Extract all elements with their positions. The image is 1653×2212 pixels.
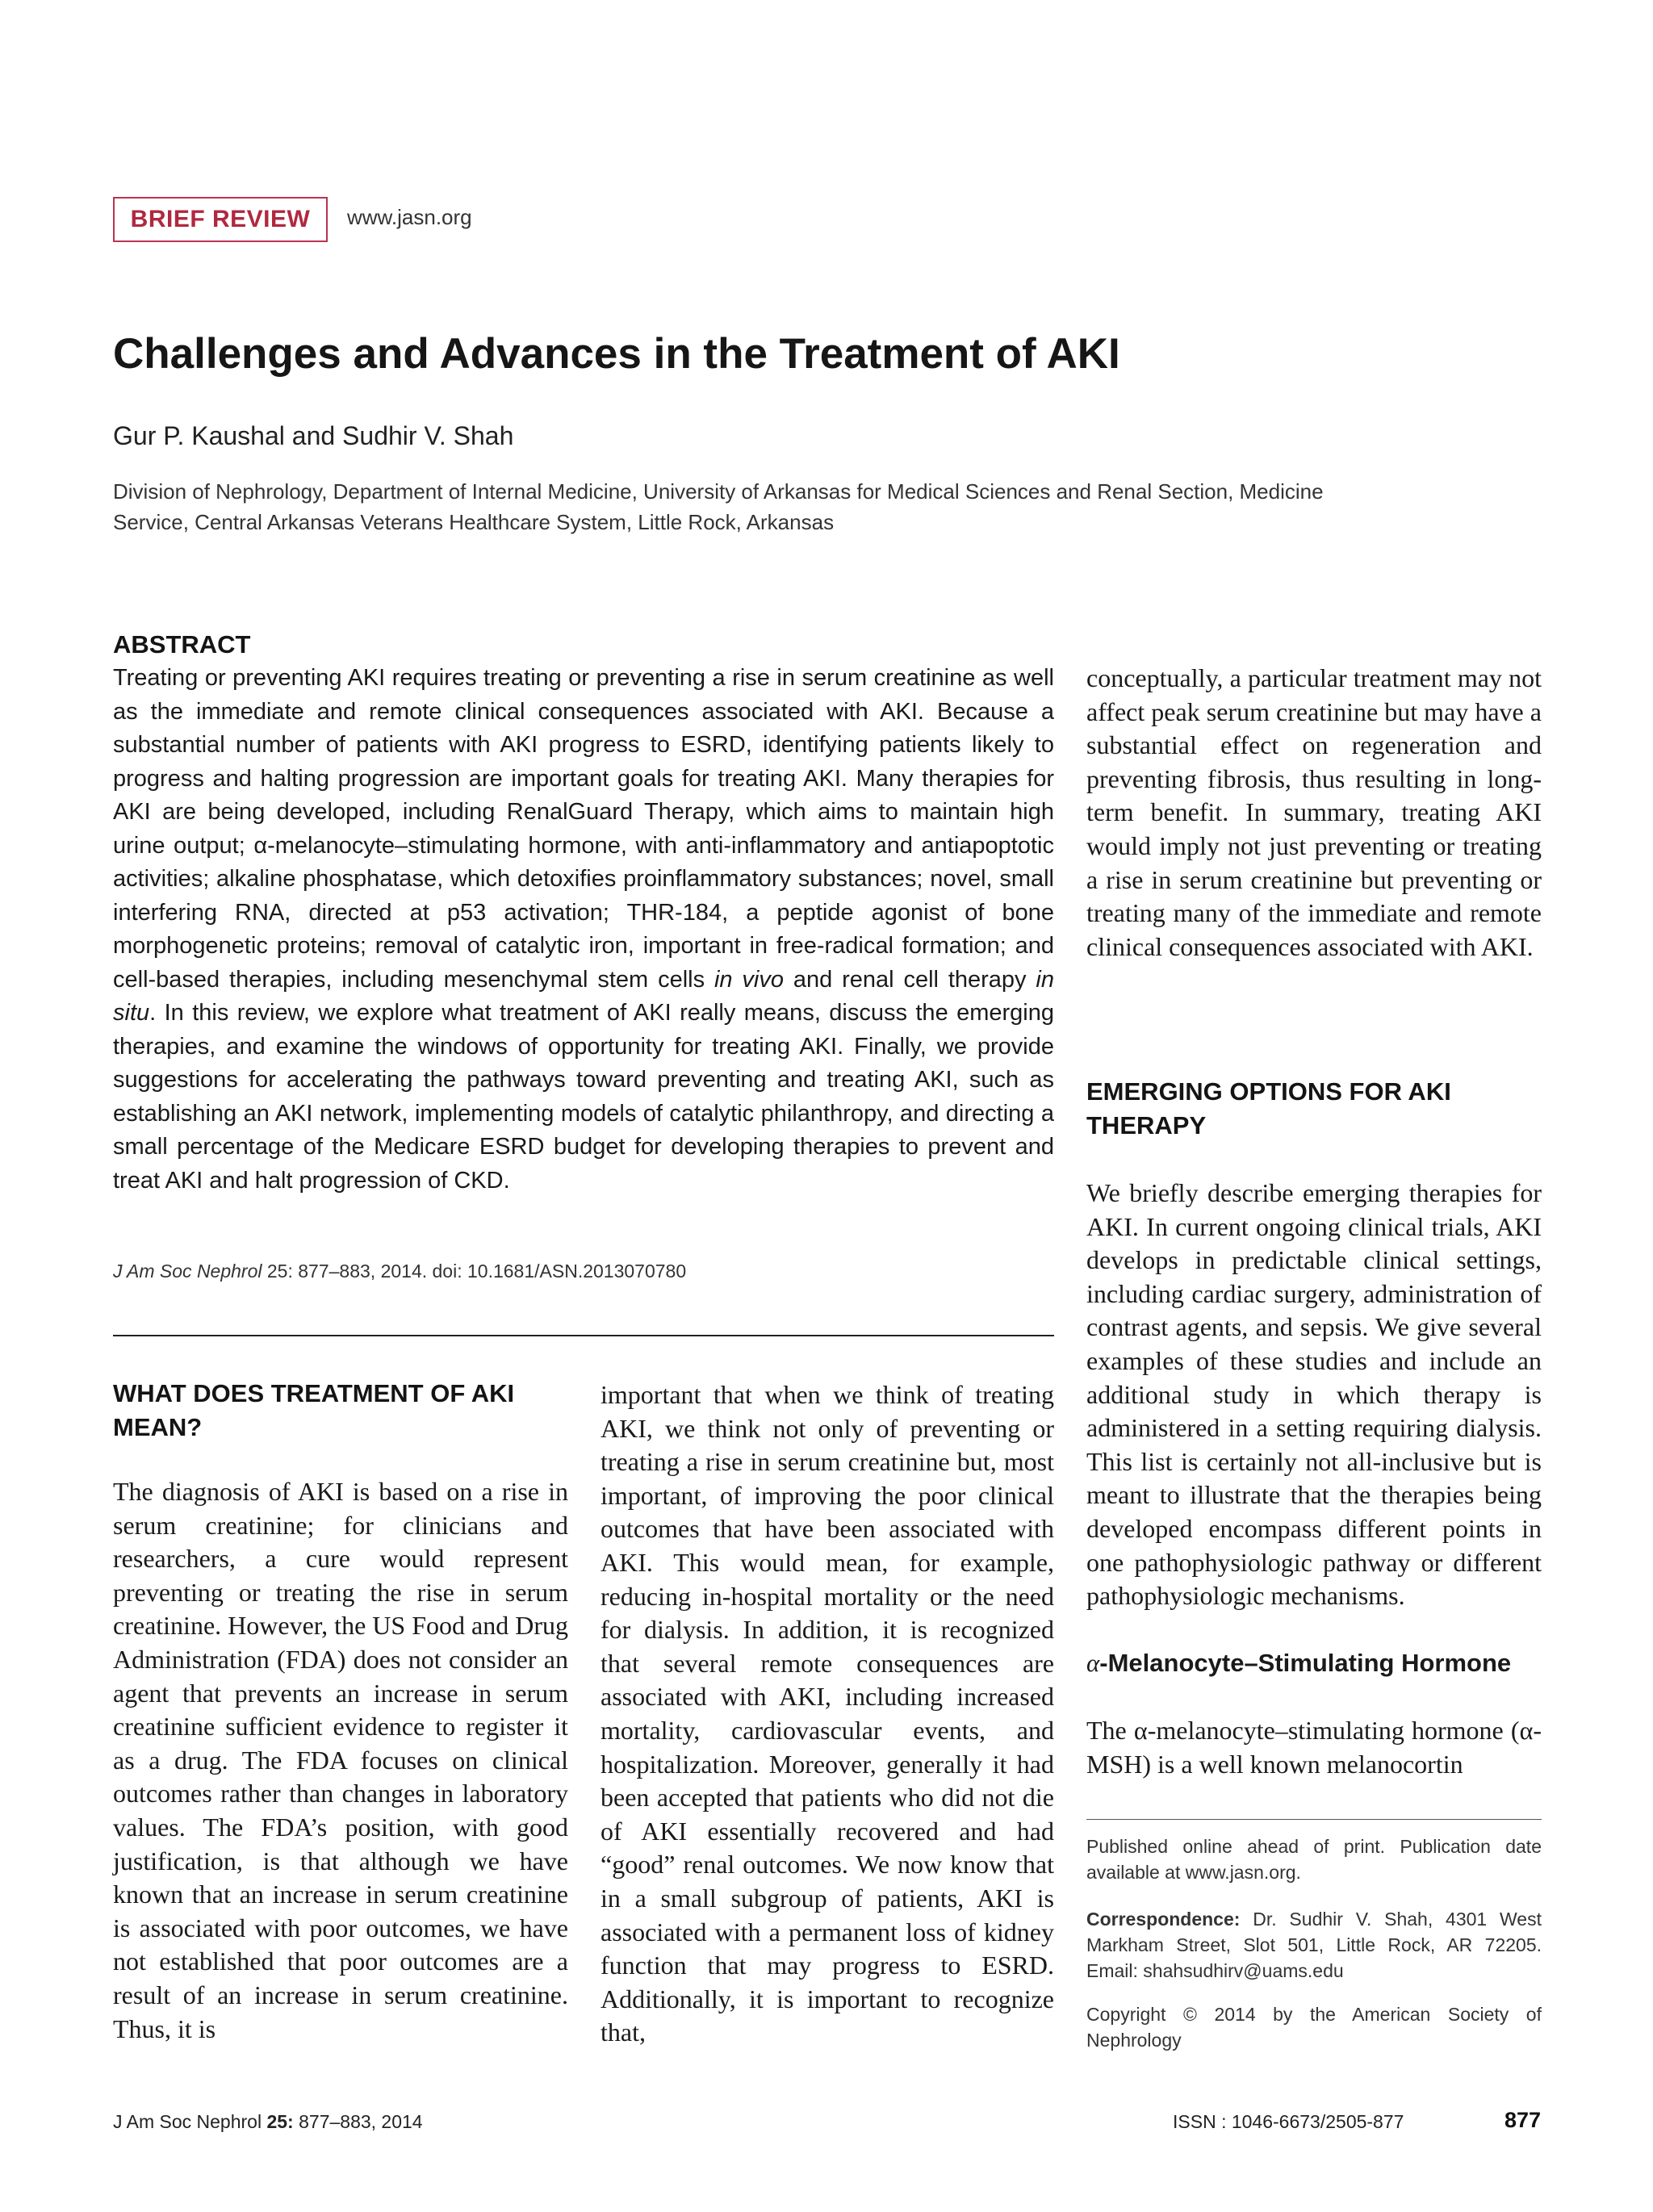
- abstract-text: [113, 662, 1054, 1198]
- abstract-divider: [113, 1335, 1054, 1336]
- site-url[interactable]: www.jasn.org: [347, 205, 472, 229]
- publication-note: Published online ahead of print. Publication date available at www.jasn.org.: [1086, 1836, 1542, 1883]
- affiliation: Division of Nephrology, Department of Internal Medicine, University of Arkansas for Medical Sciences and Renal Section, Medicine Service, Central Arkansas Veterans Healthcare System, Little Rock, Arkansas: [113, 479, 1324, 534]
- abstract-part-3: . In this review, we explore what treatment of AKI really means, discuss the emerging therapies, and examine the windows of opportunity for treating AKI. Finally, we provide suggestions for accelerating the pathways toward preventing and treating AKI, such as establishing an AKI network, implementing models of catalytic philanthropy, and directing a small percentage of the Medicare ESRD budget for developing therapies to prevent and treat AKI and halt progression of CKD.: [113, 1000, 1054, 1194]
- correspondence-text: Dr. Sudhir V. Shah, 4301 West Markham Street, Slot 501, Little Rock, AR 72205. Email: shahsudhirv@uams.edu: [1086, 1909, 1542, 1981]
- subsection-heading-alpha-msh: [1086, 1646, 1538, 1679]
- correspondence-label: Correspondence:: [1086, 1909, 1241, 1930]
- abstract-emphasis-1: in vivo: [714, 966, 784, 993]
- authors: Gur P. Kaushal and Sudhir V. Shah: [113, 421, 514, 450]
- abstract-emphasis-2: in situ: [113, 966, 1054, 1026]
- abstract-part-1: Treating or preventing AKI requires treating or preventing a rise in serum creatinine as well as the immediate and remote clinical consequences associated with AKI. Because a substantial number of patients with AKI progress to ESRD, identifying patients likely to progress and halting progression are important goals for treating AKI. Many therapies for AKI are being developed, including RenalGuard Therapy, which aims to maintain high urine output; α-melanocyte–stimulating hormone, with anti-inflammatory and antiapoptotic activities; alkaline phosphatase, which detoxifies proinflammatory substances; novel, small interfering RNA, directed at p53 activation; THR-184, a peptide agonist of bone morphogenetic proteins; removal of catalytic iron, important in free-radical formation; and cell-based therapies, including mesenchymal stem cells: [113, 665, 1054, 993]
- footnote-divider: [1086, 1819, 1542, 1820]
- body-text-column-3-top: conceptually, a particular treatment may not affect peak serum creatinine but may have a substantial effect on regeneration and preventing fibrosis, thus resulting in long-term benefit. In summary, treating AKI would imply not just preventing or treating a rise in serum creatinine but preventing or treating many of the immediate and remote clinical consequences associated with AKI.: [1086, 663, 1542, 961]
- abstract-part-2: and renal cell therapy: [783, 966, 1036, 993]
- citation-journal: J Am Soc Nephrol: [113, 1261, 262, 1282]
- footer-journal-name: J Am Soc Nephrol: [113, 2111, 267, 2132]
- subsection-heading-text: -Melanocyte–Stimulating Hormone: [1099, 1649, 1512, 1677]
- citation-details: 25: 877–883, 2014. doi: 10.1681/ASN.2013070780: [262, 1261, 687, 1282]
- correspondence-note: [1086, 1906, 1542, 1984]
- badge-label: BRIEF REVIEW: [130, 206, 311, 232]
- footer-issn: ISSN : 1046-6673/2505-877: [1173, 2111, 1404, 2132]
- article-title: Challenges and Advances in the Treatment of AKI: [113, 330, 1120, 378]
- body-text-emerging-options: We briefly describe emerging therapies for AKI. In current ongoing clinical trials, AKI develops in predictable clinical settings, including cardiac surgery, administration of contrast agents, and sepsis. We give several examples of these studies and include an additional study in which therapy is administered in a setting requiring dialysis. This list is certainly not all-inclusive but is meant to illustrate that the therapies being developed encompass different points in one pathophysiologic pathway or different pathophysiologic mechanisms.: [1086, 1178, 1542, 1611]
- copyright-note: Copyright © 2014 by the American Society of Nephrology: [1086, 2004, 1542, 2051]
- abstract-heading: ABSTRACT: [113, 630, 251, 659]
- citation: [113, 1261, 686, 1282]
- alpha-symbol: α: [1086, 1649, 1100, 1677]
- footer-volume: 25:: [266, 2111, 294, 2132]
- article-type-badge: [113, 197, 328, 242]
- body-text-column-1: The diagnosis of AKI is based on a rise in serum creatinine; for clinicians and researchers, a cure would represent preventing or treating the rise in serum creatinine. However, the US Food and Drug Administration (FDA) does not consider an agent that prevents an increase in serum creatinine sufficient evidence to register it as a drug. The FDA focuses on clinical outcomes rather than changes in laboratory values. The FDA’s position, with good justification, is that although we have known that an increase in serum creatinine is associated with poor outcomes, we have not established that poor outcomes are a result of an increase in serum creatinine. Thus, it is: [113, 1477, 568, 2043]
- page-number: 877: [1504, 2108, 1542, 2132]
- footer-pages-year: 877–883, 2014: [293, 2111, 423, 2132]
- footer-journal: [113, 2111, 423, 2133]
- section-heading-treatment: WHAT DOES TREATMENT OF AKI MEAN?: [113, 1379, 515, 1441]
- section-heading-emerging-options: EMERGING OPTIONS FOR AKI THERAPY: [1086, 1077, 1451, 1139]
- body-text-column-2: important that when we think of treating AKI, we think not only of preventing or treating a rise in serum creatinine but, most important, of improving the poor clinical outcomes that have been associated with AKI. This would mean, for example, reducing in-hospital mortality or the need for dialysis. In addition, it is recognized that several remote consequences are associated with AKI, including increased mortality, cardiovascular events, and hospitalization. Moreover, generally it had been accepted that patients who did not die of AKI essentially recovered and had “good” renal outcomes. We now know that in a small subgroup of patients, AKI is associated with a permanent loss of kidney function that may progress to ESRD. Additionally, it is important to recognize that,: [601, 1380, 1054, 2047]
- body-text-alpha-msh: The α-melanocyte–stimulating hormone (α-MSH) is a well known melanocortin: [1086, 1716, 1542, 1779]
